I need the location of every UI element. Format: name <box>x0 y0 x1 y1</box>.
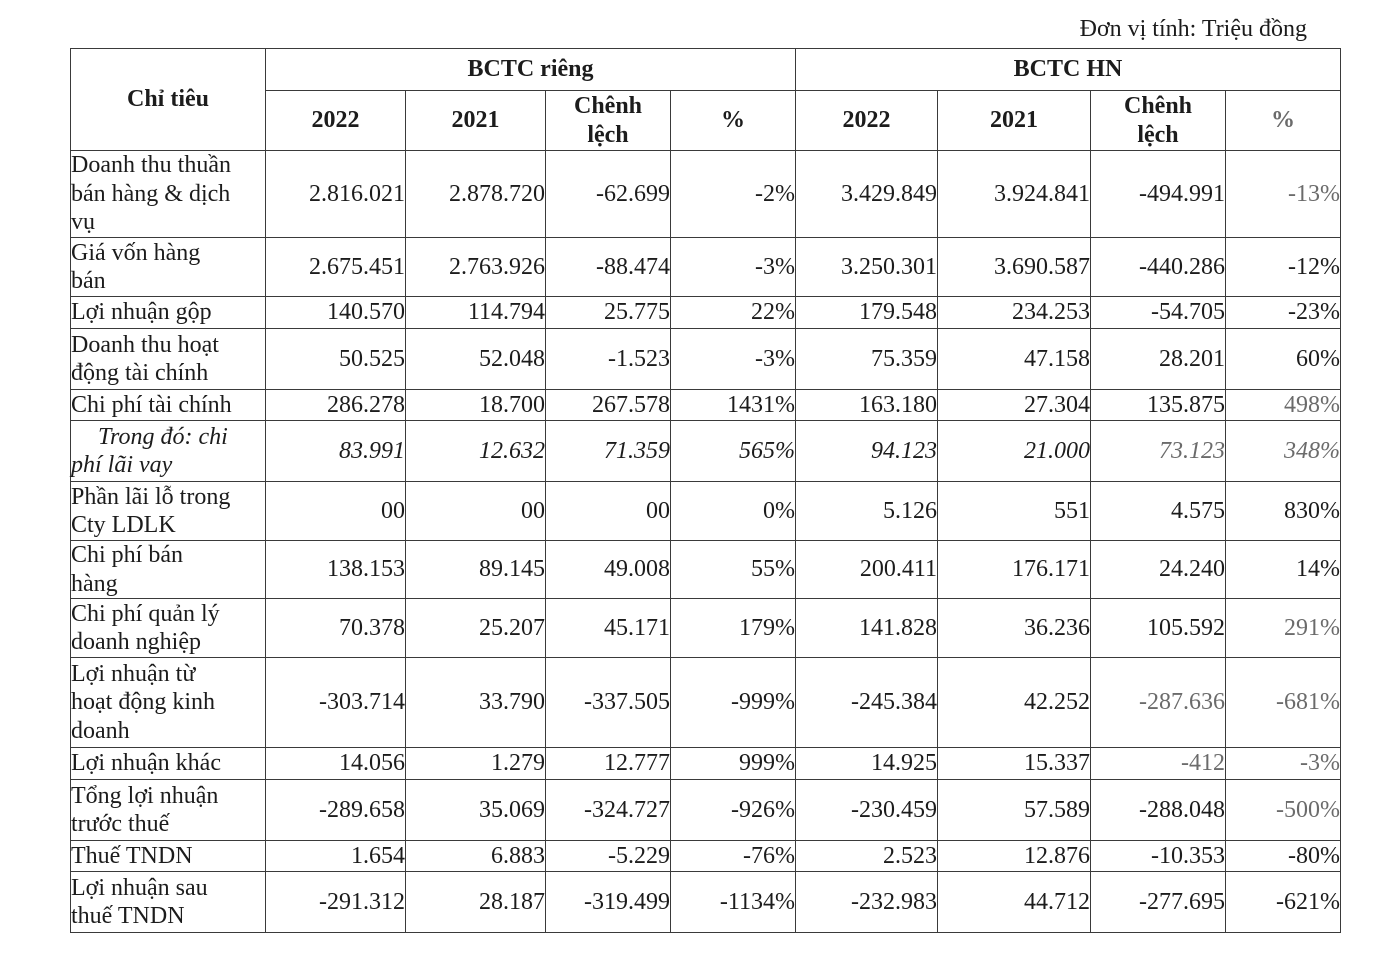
cell-hn-chenh-lech: 4.575 <box>1091 482 1226 541</box>
row-label-text: Tổng lợi nhuận trước thuế <box>71 782 219 837</box>
row-label <box>71 658 266 748</box>
cell-rieng-2022: 2.675.451 <box>266 238 406 297</box>
table-row <box>71 841 1341 872</box>
cell-hn-2021: 15.337 <box>938 748 1091 780</box>
cell-hn-pct: -80% <box>1226 841 1341 872</box>
row-label-text: Lợi nhuận gộp <box>71 299 212 326</box>
cell-rieng-2021: 25.207 <box>406 599 546 658</box>
cell-hn-2022: 200.411 <box>796 541 938 599</box>
table-row <box>71 748 1341 780</box>
cell-rieng-chenh-lech: -1.523 <box>546 329 671 390</box>
cell-hn-2022: 3.250.301 <box>796 238 938 297</box>
header-hn-chenh-lech-text: Chênh lệch <box>1123 93 1193 148</box>
cell-hn-2022: 94.123 <box>796 421 938 482</box>
cell-rieng-pct: 0% <box>671 482 796 541</box>
header-hn-pct: % <box>1226 91 1341 151</box>
cell-hn-2022: 2.523 <box>796 841 938 872</box>
cell-hn-2021: 551 <box>938 482 1091 541</box>
row-label-text: Doanh thu thuần bán hàng & dịch vụ <box>71 152 231 236</box>
cell-hn-2021: 36.236 <box>938 599 1091 658</box>
cell-hn-pct: 291% <box>1226 599 1341 658</box>
row-label-text: Lợi nhuận sau thuế TNDN <box>71 874 208 929</box>
cell-hn-chenh-lech: 73.123 <box>1091 421 1226 482</box>
table-row <box>71 599 1341 658</box>
row-label-text: Lợi nhuận khác <box>71 750 221 777</box>
cell-rieng-2021: 28.187 <box>406 872 546 933</box>
row-label <box>71 841 266 872</box>
row-label <box>71 541 266 599</box>
row-label <box>71 872 266 933</box>
cell-rieng-2021: 114.794 <box>406 297 546 329</box>
header-group-hn: BCTC HN <box>796 49 1341 91</box>
row-label-text: Trong đó: chi phí lãi vay <box>71 423 228 478</box>
cell-rieng-2022: 83.991 <box>266 421 406 482</box>
cell-hn-chenh-lech: -494.991 <box>1091 151 1226 238</box>
row-label-text: Chi phí quản lý doanh nghiệp <box>71 600 220 655</box>
header-hn-2022: 2022 <box>796 91 938 151</box>
cell-hn-chenh-lech: -440.286 <box>1091 238 1226 297</box>
cell-hn-2021: 21.000 <box>938 421 1091 482</box>
cell-rieng-2021: 2.878.720 <box>406 151 546 238</box>
cell-rieng-pct: -2% <box>671 151 796 238</box>
row-label-text: Giá vốn hàng bán <box>71 239 201 294</box>
cell-rieng-2021: 2.763.926 <box>406 238 546 297</box>
cell-hn-pct: -13% <box>1226 151 1341 238</box>
cell-hn-pct: -500% <box>1226 780 1341 841</box>
cell-rieng-2022: 2.816.021 <box>266 151 406 238</box>
table-row <box>71 329 1341 390</box>
cell-rieng-pct: 999% <box>671 748 796 780</box>
header-rieng-2021: 2021 <box>406 91 546 151</box>
cell-rieng-2021: 52.048 <box>406 329 546 390</box>
cell-hn-pct: -23% <box>1226 297 1341 329</box>
cell-rieng-2022: -289.658 <box>266 780 406 841</box>
cell-rieng-chenh-lech: 45.171 <box>546 599 671 658</box>
cell-hn-2022: 14.925 <box>796 748 938 780</box>
header-rieng-pct: % <box>671 91 796 151</box>
header-rieng-chenh-lech-text: Chênh lệch <box>573 93 643 148</box>
table-row <box>71 482 1341 541</box>
cell-rieng-chenh-lech: 25.775 <box>546 297 671 329</box>
cell-rieng-2022: 286.278 <box>266 390 406 421</box>
cell-hn-pct: 498% <box>1226 390 1341 421</box>
cell-rieng-2021: 12.632 <box>406 421 546 482</box>
cell-rieng-pct: 22% <box>671 297 796 329</box>
cell-rieng-pct: -3% <box>671 238 796 297</box>
cell-rieng-chenh-lech: 12.777 <box>546 748 671 780</box>
cell-hn-chenh-lech: -277.695 <box>1091 872 1226 933</box>
row-label <box>71 421 266 482</box>
cell-rieng-pct: 565% <box>671 421 796 482</box>
cell-rieng-2022: 70.378 <box>266 599 406 658</box>
cell-rieng-2022: 138.153 <box>266 541 406 599</box>
cell-hn-2022: -245.384 <box>796 658 938 748</box>
table-row-sub-item <box>71 421 1341 482</box>
row-label <box>71 780 266 841</box>
row-label <box>71 151 266 238</box>
cell-hn-2022: 5.126 <box>796 482 938 541</box>
header-indicator: Chỉ tiêu <box>71 49 266 151</box>
cell-rieng-pct: -1134% <box>671 872 796 933</box>
cell-hn-2021: 47.158 <box>938 329 1091 390</box>
table-row <box>71 780 1341 841</box>
cell-rieng-2022: 1.654 <box>266 841 406 872</box>
cell-hn-pct: -3% <box>1226 748 1341 780</box>
cell-rieng-2022: 50.525 <box>266 329 406 390</box>
cell-hn-2021: 44.712 <box>938 872 1091 933</box>
header-rieng-chenh-lech <box>546 91 671 151</box>
cell-rieng-2021: 6.883 <box>406 841 546 872</box>
cell-rieng-2021: 35.069 <box>406 780 546 841</box>
cell-rieng-chenh-lech: 267.578 <box>546 390 671 421</box>
row-label-text: Chi phí bán hàng <box>71 542 183 597</box>
row-label-text: Doanh thu hoạt động tài chính <box>71 331 219 386</box>
cell-hn-chenh-lech: 105.592 <box>1091 599 1226 658</box>
cell-rieng-pct: 55% <box>671 541 796 599</box>
cell-rieng-2022: -303.714 <box>266 658 406 748</box>
table-row <box>71 297 1341 329</box>
cell-hn-2022: 3.429.849 <box>796 151 938 238</box>
row-label <box>71 329 266 390</box>
row-label <box>71 482 266 541</box>
cell-rieng-2021: 33.790 <box>406 658 546 748</box>
cell-rieng-2022: 140.570 <box>266 297 406 329</box>
cell-rieng-chenh-lech: -88.474 <box>546 238 671 297</box>
cell-hn-2022: 141.828 <box>796 599 938 658</box>
cell-rieng-pct: 179% <box>671 599 796 658</box>
cell-hn-2021: 176.171 <box>938 541 1091 599</box>
row-label-text: Thuế TNDN <box>71 842 193 869</box>
cell-rieng-chenh-lech: 71.359 <box>546 421 671 482</box>
cell-hn-pct: 830% <box>1226 482 1341 541</box>
table-row <box>71 151 1341 238</box>
cell-rieng-pct: -76% <box>671 841 796 872</box>
cell-rieng-2021: 18.700 <box>406 390 546 421</box>
header-hn-chenh-lech <box>1091 91 1226 151</box>
cell-hn-pct: 348% <box>1226 421 1341 482</box>
cell-hn-2022: -230.459 <box>796 780 938 841</box>
cell-rieng-2022: 14.056 <box>266 748 406 780</box>
cell-hn-2022: 75.359 <box>796 329 938 390</box>
row-label <box>71 748 266 780</box>
cell-hn-chenh-lech: -287.636 <box>1091 658 1226 748</box>
row-label-text: Phần lãi lỗ trong Cty LDLK <box>71 483 231 538</box>
table-row <box>71 541 1341 599</box>
cell-rieng-chenh-lech: -5.229 <box>546 841 671 872</box>
table-row <box>71 390 1341 421</box>
header-hn-2021: 2021 <box>938 91 1091 151</box>
cell-hn-chenh-lech: 24.240 <box>1091 541 1226 599</box>
cell-hn-2021: 27.304 <box>938 390 1091 421</box>
cell-rieng-2022: 00 <box>266 482 406 541</box>
cell-rieng-2021: 1.279 <box>406 748 546 780</box>
cell-rieng-chenh-lech: 00 <box>546 482 671 541</box>
cell-hn-chenh-lech: 28.201 <box>1091 329 1226 390</box>
cell-rieng-pct: 1431% <box>671 390 796 421</box>
cell-hn-2021: 42.252 <box>938 658 1091 748</box>
cell-hn-2021: 12.876 <box>938 841 1091 872</box>
cell-rieng-chenh-lech: -62.699 <box>546 151 671 238</box>
cell-rieng-2021: 89.145 <box>406 541 546 599</box>
cell-hn-pct: -12% <box>1226 238 1341 297</box>
cell-rieng-chenh-lech: -319.499 <box>546 872 671 933</box>
row-label <box>71 238 266 297</box>
row-label <box>71 297 266 329</box>
cell-rieng-chenh-lech: -337.505 <box>546 658 671 748</box>
cell-hn-chenh-lech: 135.875 <box>1091 390 1226 421</box>
cell-hn-2021: 3.924.841 <box>938 151 1091 238</box>
header-group-rieng: BCTC riêng <box>266 49 796 91</box>
cell-hn-pct: -681% <box>1226 658 1341 748</box>
table-row <box>71 658 1341 748</box>
cell-rieng-pct: -999% <box>671 658 796 748</box>
cell-hn-2022: -232.983 <box>796 872 938 933</box>
cell-rieng-2021: 00 <box>406 482 546 541</box>
table-row <box>71 872 1341 933</box>
row-label <box>71 390 266 421</box>
cell-hn-chenh-lech: -54.705 <box>1091 297 1226 329</box>
cell-hn-2021: 57.589 <box>938 780 1091 841</box>
cell-hn-2021: 3.690.587 <box>938 238 1091 297</box>
row-label-text: Chi phí tài chính <box>71 391 232 418</box>
cell-rieng-pct: -926% <box>671 780 796 841</box>
cell-hn-chenh-lech: -10.353 <box>1091 841 1226 872</box>
header-row-groups <box>71 49 1341 91</box>
unit-note: Đơn vị tính: Triệu đồng <box>1079 16 1307 42</box>
table-row <box>71 238 1341 297</box>
cell-rieng-pct: -3% <box>671 329 796 390</box>
row-label-text: Lợi nhuận từ hoạt động kinh doanh <box>71 660 215 744</box>
cell-hn-pct: 60% <box>1226 329 1341 390</box>
cell-hn-chenh-lech: -288.048 <box>1091 780 1226 841</box>
cell-rieng-2022: -291.312 <box>266 872 406 933</box>
financial-table <box>70 48 1341 933</box>
row-label <box>71 599 266 658</box>
cell-hn-2021: 234.253 <box>938 297 1091 329</box>
cell-hn-2022: 179.548 <box>796 297 938 329</box>
cell-rieng-chenh-lech: -324.727 <box>546 780 671 841</box>
cell-rieng-chenh-lech: 49.008 <box>546 541 671 599</box>
header-rieng-2022: 2022 <box>266 91 406 151</box>
cell-hn-pct: 14% <box>1226 541 1341 599</box>
cell-hn-2022: 163.180 <box>796 390 938 421</box>
cell-hn-pct: -621% <box>1226 872 1341 933</box>
cell-hn-chenh-lech: -412 <box>1091 748 1226 780</box>
